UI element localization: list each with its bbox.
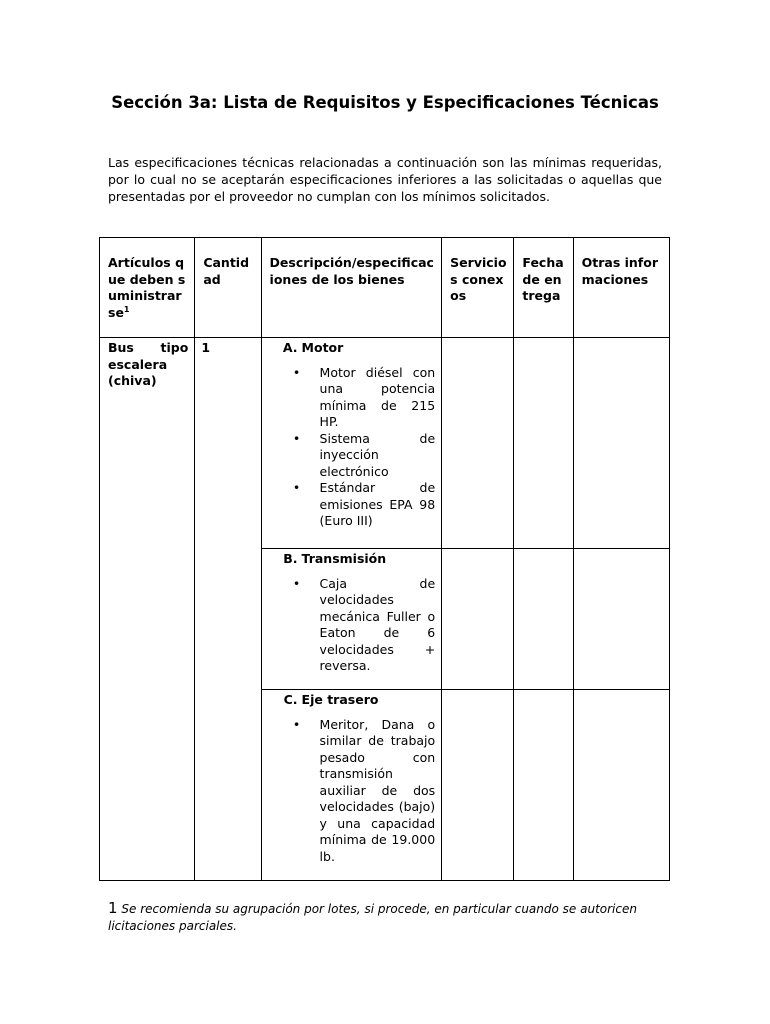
item-name-part1: Bus xyxy=(108,340,134,355)
other-cell xyxy=(573,690,669,881)
bullet-icon: • xyxy=(292,716,301,732)
bullet-icon: • xyxy=(292,575,301,591)
item-name-part2: tipo xyxy=(160,340,189,355)
group-title: Transmisión xyxy=(301,551,387,566)
header-items xyxy=(100,238,195,338)
section-title: Sección 3a: Lista de Requisitos y Especificaciones Técnicas xyxy=(111,93,659,112)
other-cell xyxy=(573,338,669,549)
group-heading xyxy=(268,340,436,357)
group-title: Eje trasero xyxy=(301,692,379,707)
footnote-text: Se recomienda su agrupación por lotes, si procede, en particular cuando se autoricen licitaciones parciales. xyxy=(108,902,637,933)
list-item-text: Meritor, Dana o similar de trabajo pesado con transmisión auxiliar de dos velocidades (bajo) y una capacidad mínima de 19.000 lb. xyxy=(319,716,436,864)
bullet-list xyxy=(268,365,436,530)
header-other: Otras informaciones xyxy=(573,238,669,338)
table-header-row xyxy=(100,238,670,338)
footnote xyxy=(108,900,668,935)
delivery-cell xyxy=(514,338,573,549)
group-heading xyxy=(268,551,436,568)
header-delivery: Fecha de entrega xyxy=(514,238,573,338)
group-title: Motor xyxy=(301,340,344,355)
footnote-number: 1 xyxy=(108,899,118,917)
item-name-line xyxy=(108,340,188,357)
list-item xyxy=(268,576,436,675)
services-cell xyxy=(442,690,514,881)
group-letter: B. xyxy=(283,551,298,566)
item-quantity: 1 xyxy=(195,338,261,881)
table-row xyxy=(100,338,670,549)
description-group-rear-axle xyxy=(261,690,442,881)
list-item xyxy=(268,431,436,481)
services-cell xyxy=(442,338,514,549)
delivery-cell xyxy=(514,549,573,690)
services-cell xyxy=(442,549,514,690)
bullet-icon: • xyxy=(292,480,301,495)
list-item-text: Motor diésel con una potencia mínima de 215 HP. xyxy=(319,364,436,429)
item-name-part3: escalera (chiva) xyxy=(108,356,168,388)
footnote-marker: 1 xyxy=(123,304,130,314)
list-item xyxy=(268,717,436,866)
requirements-table xyxy=(99,237,670,881)
header-items-label: Artículos que deben suministrarse xyxy=(108,255,186,320)
header-quantity: Cantidad xyxy=(195,238,261,338)
list-item xyxy=(268,365,436,431)
bullet-icon: • xyxy=(292,430,301,446)
group-heading xyxy=(268,692,436,709)
list-item-text: Caja de velocidades mecánica Fuller o Eaton de 6 velocidades + reversa. xyxy=(319,575,436,673)
header-description: Descripción/especificaciones de los bienes xyxy=(261,238,442,338)
intro-paragraph: Las especificaciones técnicas relacionadas a continuación son las mínimas requeridas, por lo cual no se aceptarán especificaciones inferiores a las solicitadas o aquellas que presentadas por el proveedor no cumplan con los mínimos solicitados. xyxy=(108,155,662,204)
list-item-text: Estándar de emisiones EPA 98 (Euro III) xyxy=(319,480,436,528)
group-letter: C. xyxy=(283,692,298,707)
bullet-list xyxy=(268,717,436,866)
group-letter: A. xyxy=(282,340,298,355)
item-name-cell xyxy=(100,338,195,881)
description-group-motor xyxy=(261,338,442,549)
other-cell xyxy=(573,549,669,690)
delivery-cell xyxy=(514,690,573,881)
bullet-list xyxy=(268,576,436,675)
list-item-text: Sistema de inyección electrónico xyxy=(319,430,436,479)
description-group-transmission xyxy=(261,549,442,690)
bullet-icon: • xyxy=(292,364,301,380)
list-item xyxy=(268,480,436,530)
header-services: Servicios conexos xyxy=(442,238,514,338)
